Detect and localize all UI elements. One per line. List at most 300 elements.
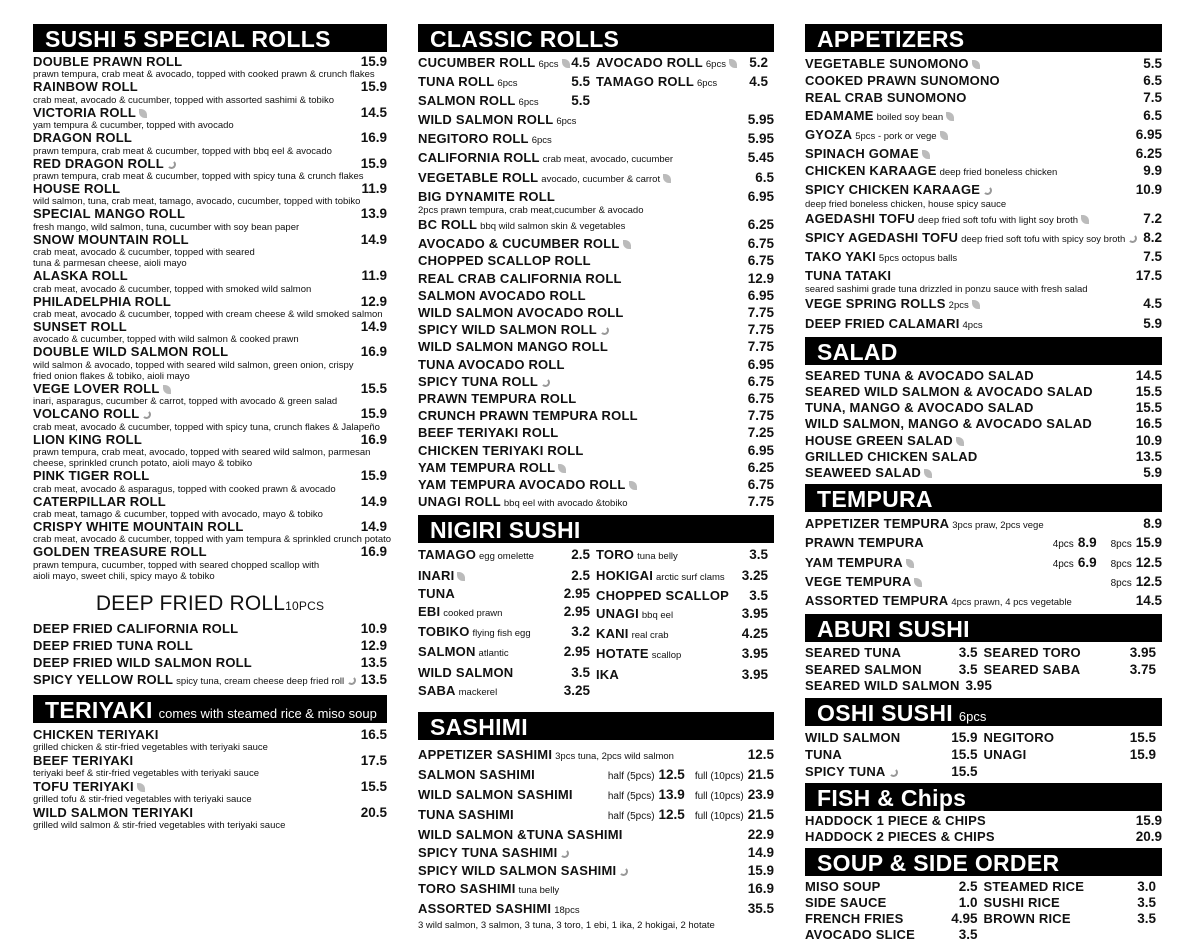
menu-item [805,181,1162,209]
menu-item [33,320,387,345]
item-price: 1.0 [958,895,978,911]
item-row [33,727,387,742]
item-name: SEARED TUNA & AVOCADO SALAD [805,367,1034,383]
item-row [805,879,984,895]
item-price: 8.2 [1143,229,1162,245]
item-name-group [805,210,1089,229]
menu-item [418,826,774,844]
item-description: 2pcs prawn tempura, crab meat,cucumber & avocado [418,205,644,217]
menu-item [805,368,1162,384]
item-name-group [984,911,1071,927]
item-price: 16.9 [360,544,387,560]
item-name: INARI [418,567,455,583]
item-name-group [805,813,986,829]
menu-item [33,55,387,80]
menu-item [805,89,1162,106]
item-name-group [33,295,171,309]
menu-item [418,216,774,235]
leaf-vegetarian-icon [623,240,631,249]
item-price: 22.9 [747,827,774,843]
item-description: prawn tempura, cucumber, topped with seared chopped scallop with [33,559,320,571]
item-name: YAM TEMPURA [805,554,903,570]
item-name-group [805,879,880,895]
item-name: TOFU TERIYAKI [33,778,134,794]
deep-fried-title: DEEP FRIED ROLL [95,591,286,615]
leaf-vegetarian-icon [914,578,922,587]
item-price: 3.0 [1137,879,1156,895]
item-name: UNAGI [983,747,1027,763]
item-name: DEEP FRIED CALAMARI [805,315,960,331]
item-description: seared sashimi grade tuna drizzled in ponzu sauce with fresh salad [805,284,1088,296]
item-price: 6.25 [747,459,774,475]
item-description: 3 wild salmon, 3 salmon, 3 tuna, 3 toro, 1 ebi, 1 ika, 2 hokigai, 2 hotate [418,920,715,932]
full-price: 21.5 [747,807,774,823]
item-description: crab meat, avocado & cucumber, topped with spicy tuna, crunch flakes & Jalapeño [33,421,380,433]
menu-item [805,384,1162,400]
item-row [33,433,387,447]
menu-item [805,433,1162,449]
menu-item [418,111,774,130]
item-price: 3.25 [741,567,768,583]
item-row [805,515,1162,534]
item-price: 6.95 [747,287,774,303]
item-row [805,107,1162,126]
menu-item [805,229,1162,248]
item-price: 16.9 [360,130,387,146]
item-name-group [805,829,995,845]
item-description: wild salmon, tuna, crab meat, tamago, avocado, cucumber, topped with tobiko [33,196,361,208]
item-name: TUNA TATAKI [805,268,892,284]
item-inline-desc: scallop [651,650,682,662]
item-name-group [418,252,591,269]
item-name-group [33,269,128,283]
item-name: WILD SALMON ROLL [418,112,554,127]
chili-spicy-icon [167,160,176,169]
teriyaki-note: comes with steamed rice & miso soup [158,705,377,721]
item-name: VEGE SPRING ROLLS [805,296,946,312]
menu-item [805,573,1162,592]
menu-item [418,459,774,476]
item-row [805,315,1162,334]
item-description: cheese, sprinkled crunch potato, aioli mayo & tobiko [33,458,253,470]
item-price: 15.9 [360,406,387,422]
item-name: GRILLED CHICKEN SALAD [805,448,978,464]
menu-item [805,315,1162,334]
item-description: prawn tempura, crab meat & cucumber, topped with spicy tuna & crunch flakes [33,171,364,183]
item-name-group [596,546,678,566]
item-name: CALIFORNIA ROLL [418,150,540,166]
item-name: ALASKA ROLL [33,268,128,284]
leaf-vegetarian-icon [922,150,930,159]
item-price: 16.9 [360,344,387,360]
chili-spicy-icon [560,849,569,858]
item-name: SPICY TUNA SASHIMI [418,845,558,861]
item-name: GOLDEN TREASURE ROLL [33,544,207,560]
full-label: full (10pcs) [694,811,744,823]
item-name-group [805,515,1044,534]
item-name: SEARED SALMON [805,662,922,678]
item-inline-desc: bbq wild salmon skin & vegetables [480,221,626,233]
item-name-group [805,465,932,481]
menu-item [418,766,774,786]
menu-item [805,644,984,661]
item-row [418,880,774,900]
item-name: WILD SALMON [805,730,901,746]
item-name: SUSHI RICE [983,895,1060,911]
aburi-pairs [805,644,1162,678]
pair-cell [596,54,774,73]
item-name: SALMON ROLL [418,93,516,108]
item-price: 15.5 [1135,400,1162,416]
item-row [418,54,596,73]
item-name: TUNA AVOCADO ROLL [418,356,565,372]
size-a-price: 6.9 [1077,554,1097,570]
item-name: HOTATE [596,646,649,662]
item-price: 5.2 [749,55,768,70]
item-name: SEARED TUNA [805,645,902,661]
item-name: BC ROLL [418,217,478,233]
item-name: YAM TEMPURA AVOCADO ROLL [418,477,626,493]
menu-item [33,345,387,381]
item-name: STEAMED RICE [983,879,1085,895]
item-price: 6.5 [1143,73,1162,89]
item-row [418,130,774,149]
item-name: WILD SALMON TERIYAKI [33,804,194,820]
item-name: FRENCH FRIES [805,911,904,927]
item-name: SPINACH GOMAE [805,146,919,162]
item-price: 6.5 [1143,107,1162,123]
item-name-group [805,449,977,465]
item-name: APPETIZER TEMPURA [805,516,950,532]
menu-item [418,664,596,682]
item-name-group [418,356,565,373]
item-name-group [805,295,980,314]
item-name-group [418,746,674,766]
item-row [805,267,1162,284]
item-name: SPECIAL MANGO ROLL [33,206,186,222]
item-price: 15.9 [360,155,387,171]
leaf-vegetarian-icon [139,109,147,118]
item-row [805,55,1162,72]
item-price: 20.5 [360,804,387,820]
item-inline-desc: atlantic [478,648,509,660]
item-row [418,149,774,168]
item-name-group [805,248,957,267]
full-label: full (10pcs) [694,791,744,803]
item-name-group [418,603,502,623]
column-left [33,24,392,831]
item-name-group [805,911,903,927]
item-price: 17.5 [1135,268,1162,284]
item-name-group [418,567,465,585]
item-price: 15.9 [360,79,387,95]
item-price: 4.95 [951,911,978,927]
item-price: 14.9 [360,231,387,247]
item-row [33,382,387,396]
item-name: TUNA SASHIMI [418,807,514,823]
item-price: 2.95 [563,585,590,601]
item-row [33,637,387,654]
item-name: PINK TIGER ROLL [33,468,150,484]
item-price: 3.5 [749,547,768,563]
item-row [596,54,774,73]
item-row [596,567,774,587]
item-row [418,786,774,806]
menu-item [805,465,1162,481]
item-description: prawn tempura, crab meat, avocado, topped with seared wild salmon, parmesan [33,447,371,459]
item-name: SPICY TUNA [805,764,886,780]
item-row [984,661,1163,678]
menu-item [33,80,387,105]
item-row [418,252,774,269]
item-name: SPICY WILD SALMON SASHIMI [418,863,617,879]
item-row [33,80,387,94]
sashimi-list [418,746,774,931]
item-name-group [33,131,132,145]
item-name-group [418,664,513,682]
item-row [418,493,774,512]
item-name: TUNA ROLL [418,74,495,89]
item-name: MISO SOUP [805,879,881,895]
menu-item [418,546,596,566]
item-name-group [418,111,576,130]
item-price-group [608,806,774,826]
item-row [33,779,387,794]
menu-item [805,126,1162,145]
oshi-grid [805,729,1162,780]
appetizers-list [805,55,1162,334]
item-row [805,927,984,943]
item-price: 12.9 [747,270,774,286]
item-price: 15.5 [1135,384,1162,400]
item-price: 7.2 [1143,210,1162,226]
item-row [418,424,774,441]
item-description: crab meat, avocado & cucumber, topped with cream cheese & wild smoked salmon [33,309,383,321]
menu-item [984,746,1163,763]
chili-spicy-icon [1128,234,1137,243]
item-name-group [418,287,586,304]
nigiri-right [596,546,774,702]
item-name-group [418,304,624,321]
item-name: SIDE SAUCE [805,895,887,911]
item-price: 2.5 [958,879,978,895]
menu-item [418,390,774,407]
menu-item [418,149,774,168]
pair-cell [596,73,774,92]
item-row [33,207,387,221]
item-row [984,644,1163,661]
item-price: 15.5 [951,764,978,780]
item-name: SEARED TORO [983,645,1081,661]
item-row [418,338,774,355]
item-name: BEEF TERIYAKI [33,752,134,768]
item-name: CHICKEN KARAAGE [805,163,937,179]
item-name: PRAWN TEMPURA [805,535,924,551]
item-name: DOUBLE WILD SALMON ROLL [33,344,229,360]
item-name-group [418,493,627,512]
menu-item [418,321,774,338]
item-name: RAINBOW ROLL [33,79,138,95]
item-name-group [33,55,182,69]
item-inline-desc: 6pcs [518,97,539,108]
item-name: EDAMAME [805,107,874,123]
item-price: 6.25 [747,217,774,233]
item-name-group [805,416,1092,432]
section-header-salad: SALAD [805,337,1162,365]
item-row [805,72,1162,89]
item-name: CHICKEN TERIYAKI ROLL [418,442,584,458]
item-row [33,545,387,559]
classic-rolls-list [418,111,774,512]
item-name-group [33,495,166,509]
item-name: RED DRAGON ROLL [33,155,164,171]
item-name-group [418,546,534,566]
item-name-group [33,520,244,534]
item-name-group [984,644,1081,661]
item-name: HADDOCK 1 PIECE & CHIPS [805,813,986,829]
item-price: 15.9 [360,468,387,484]
half-price: 13.9 [658,787,685,803]
size-a-label: 4pcs [1052,558,1074,570]
item-name: SPICY TUNA ROLL [418,373,539,389]
item-name-group [418,338,608,355]
pair-row [805,644,1162,661]
chili-spicy-icon [541,378,550,387]
item-description: crab meat, avocado & cucumber, topped with seared [33,247,255,259]
item-row [805,661,984,678]
item-name-group [33,407,151,421]
item-name: SABA [418,682,456,698]
menu-item [33,131,387,156]
item-name-group [418,844,569,862]
item-row [418,623,596,643]
item-name-group [805,267,891,284]
item-name-group [33,620,238,637]
item-name-group [805,89,967,106]
item-name: SNOW MOUNTAIN ROLL [33,231,189,247]
oshi-pcs: 6pcs [958,709,987,725]
item-name-group [805,534,924,551]
item-price: 4.25 [741,626,768,642]
item-row [805,895,984,911]
item-row [418,766,774,786]
item-name-group [805,145,930,162]
item-name: PRAWN TEMPURA ROLL [418,391,577,407]
pair-row [805,661,1162,678]
item-name-group [418,390,576,407]
item-name: TORO [596,547,635,563]
menu-item [418,373,774,390]
item-name-group [805,729,900,746]
tempura-list [805,515,1162,611]
item-row [984,879,1163,895]
item-price: 16.9 [360,431,387,447]
item-price: 5.9 [1143,315,1162,331]
item-row [805,813,1162,829]
item-row [33,753,387,768]
item-row [418,567,596,585]
item-price: 3.95 [741,646,768,662]
item-row [805,229,1162,248]
item-name-group [596,587,729,605]
menu-item [805,295,1162,314]
item-price: 15.9 [360,54,387,69]
item-name-group [805,72,1000,89]
item-name: CHOPPED SCALLOP [596,587,730,603]
menu-item [33,495,387,520]
item-name-group [805,433,964,449]
item-price-group [608,786,774,806]
item-inline-desc: 4pcs [962,319,983,331]
item-name: SALMON [418,644,476,660]
item-price: 5.95 [747,112,774,127]
item-row [418,844,774,862]
menu-item [33,671,387,690]
menu-item [33,654,387,671]
item-name: SPICY AGEDASHI TOFU [805,229,959,245]
item-name-group [418,900,580,920]
chili-spicy-icon [600,326,609,335]
item-name: SALMON AVOCADO ROLL [418,287,586,303]
item-row [805,763,984,780]
item-row [418,373,774,390]
item-price: 10.9 [360,620,387,636]
item-description: prawn tempura, crab meat & avocado, topped with cooked prawn & crunch flakes [33,69,375,81]
menu-item [418,270,774,287]
item-name-group [418,188,555,205]
item-inline-desc: avocado, cucumber & carrot [541,173,661,185]
item-name: YAM TEMPURA ROLL [418,459,556,475]
size-b-label: 8pcs [1110,577,1132,589]
menu-item [33,295,387,320]
full-price: 23.9 [747,787,774,803]
soup-right [984,879,1163,943]
item-price: 6.5 [755,169,774,185]
menu-item [33,637,387,654]
item-row [418,390,774,407]
item-row [805,534,1162,553]
item-row [418,900,774,920]
item-name: NEGITORO [983,730,1055,746]
pair-cell [984,644,1163,661]
item-row [418,682,596,702]
menu-item [418,235,774,252]
item-name: VEGETABLE SUNOMONO [805,56,969,71]
size-a-price: 8.9 [1077,535,1097,551]
item-name: WILD SALMON AVOCADO ROLL [418,305,624,321]
item-row [596,625,774,645]
menu-item [805,813,1162,829]
leaf-vegetarian-icon [163,385,171,394]
menu-item [418,304,774,321]
item-price: 7.75 [747,305,774,321]
item-name: HOUSE GREEN SALAD [805,432,953,448]
menu-item [805,515,1162,534]
item-name-group [33,654,252,671]
item-row [418,188,774,205]
item-inline-desc: 6pcs [556,116,577,127]
menu-item [418,442,774,459]
item-inline-desc: deep fried soft tofu with spicy soy broth [961,233,1126,245]
menu-item [805,554,1162,573]
item-name-group [805,895,886,911]
menu-item [805,661,984,678]
item-name-group [805,181,992,198]
item-row [418,806,774,826]
chili-spicy-icon [983,186,992,195]
leaf-vegetarian-icon [562,59,570,68]
item-row [805,145,1162,162]
